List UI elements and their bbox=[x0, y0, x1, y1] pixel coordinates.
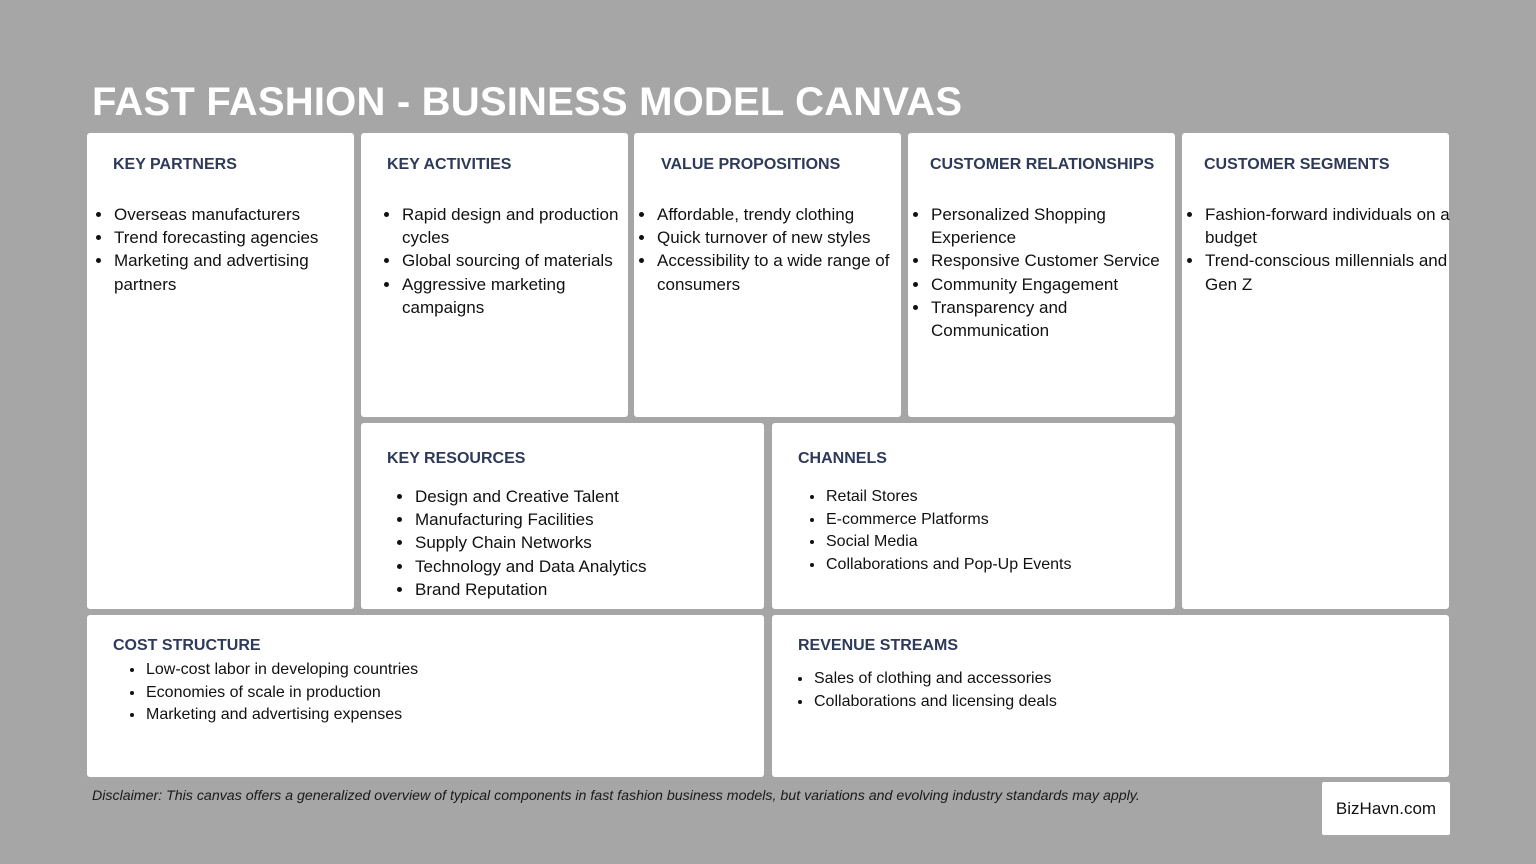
revenue-streams-list bbox=[796, 668, 1313, 713]
key-partners-list bbox=[96, 203, 365, 296]
value-propositions-heading: VALUE PROPOSITIONS bbox=[661, 156, 841, 173]
list-item: • Economies of scale in production bbox=[145, 682, 645, 705]
list-item: • Trend forecasting agencies bbox=[113, 226, 365, 249]
list-item: • E-commerce Platforms bbox=[825, 509, 1165, 532]
key-resources-list bbox=[397, 485, 754, 601]
list-item: • Trend-conscious millennials and Gen Z bbox=[1204, 249, 1464, 295]
channels-list bbox=[808, 486, 1165, 576]
revenue-streams-heading: REVENUE STREAMS bbox=[798, 637, 959, 654]
list-item: • Transparency and Communication bbox=[930, 296, 1185, 342]
customer-relationships-heading: CUSTOMER RELATIONSHIPS bbox=[930, 156, 1155, 173]
key-activities-list bbox=[384, 203, 626, 319]
list-item: • Collaborations and licensing deals bbox=[813, 691, 1313, 714]
list-item: • Affordable, trendy clothing bbox=[656, 203, 916, 226]
page-title: FAST FASHION - BUSINESS MODEL CANVAS bbox=[92, 80, 963, 124]
list-item: • Brand Reputation bbox=[414, 578, 754, 601]
list-item: • Design and Creative Talent bbox=[414, 485, 754, 508]
customer-segments-heading: CUSTOMER SEGMENTS bbox=[1204, 156, 1390, 173]
cost-structure-card bbox=[87, 615, 764, 777]
cost-structure-heading: COST STRUCTURE bbox=[113, 637, 261, 654]
list-item: • Rapid design and production cycles bbox=[401, 203, 626, 249]
cost-structure-list bbox=[128, 659, 645, 727]
list-item: • Marketing and advertising partners bbox=[113, 249, 365, 295]
key-resources-heading: KEY RESOURCES bbox=[387, 450, 526, 467]
customer-segments-list bbox=[1187, 203, 1464, 296]
list-item: • Fashion-forward individuals on a budget bbox=[1204, 203, 1464, 249]
list-item: • Collaborations and Pop-Up Events bbox=[825, 554, 1165, 577]
list-item: • Accessibility to a wide range of consumers bbox=[656, 249, 916, 295]
list-item: • Social Media bbox=[825, 531, 1165, 554]
customer-segments-card bbox=[1182, 133, 1449, 609]
value-propositions-card bbox=[634, 133, 901, 417]
value-propositions-list bbox=[639, 203, 916, 296]
customer-relationships-card bbox=[908, 133, 1175, 417]
revenue-streams-card bbox=[772, 615, 1449, 777]
list-item: • Technology and Data Analytics bbox=[414, 555, 754, 578]
key-activities-heading: KEY ACTIVITIES bbox=[387, 156, 512, 173]
list-item: • Aggressive marketing campaigns bbox=[401, 273, 626, 319]
key-partners-card bbox=[87, 133, 354, 609]
list-item: • Marketing and advertising expenses bbox=[145, 704, 645, 727]
key-activities-card bbox=[361, 133, 628, 417]
list-item: • Global sourcing of materials bbox=[401, 249, 626, 272]
list-item: • Quick turnover of new styles bbox=[656, 226, 916, 249]
customer-relationships-list bbox=[913, 203, 1185, 342]
list-item: • Responsive Customer Service bbox=[930, 249, 1185, 272]
list-item: • Overseas manufacturers bbox=[113, 203, 365, 226]
channels-card bbox=[772, 423, 1175, 609]
brand-badge[interactable] bbox=[1322, 782, 1450, 835]
list-item: • Community Engagement bbox=[930, 273, 1185, 296]
list-item: • Retail Stores bbox=[825, 486, 1165, 509]
key-resources-card bbox=[361, 423, 764, 609]
list-item: • Low-cost labor in developing countries bbox=[145, 659, 645, 682]
list-item: • Sales of clothing and accessories bbox=[813, 668, 1313, 691]
list-item: • Manufacturing Facilities bbox=[414, 508, 754, 531]
brand-link[interactable]: BizHavn.com bbox=[1335, 798, 1437, 818]
list-item: • Supply Chain Networks bbox=[414, 531, 754, 554]
list-item: • Personalized Shopping Experience bbox=[930, 203, 1185, 249]
disclaimer-text: Disclaimer: This canvas offers a generalized overview of typical components in fast fashion business models, but variations and evolving industry standards may apply. bbox=[92, 788, 1140, 804]
channels-heading: CHANNELS bbox=[798, 450, 887, 467]
key-partners-heading: KEY PARTNERS bbox=[113, 156, 237, 173]
